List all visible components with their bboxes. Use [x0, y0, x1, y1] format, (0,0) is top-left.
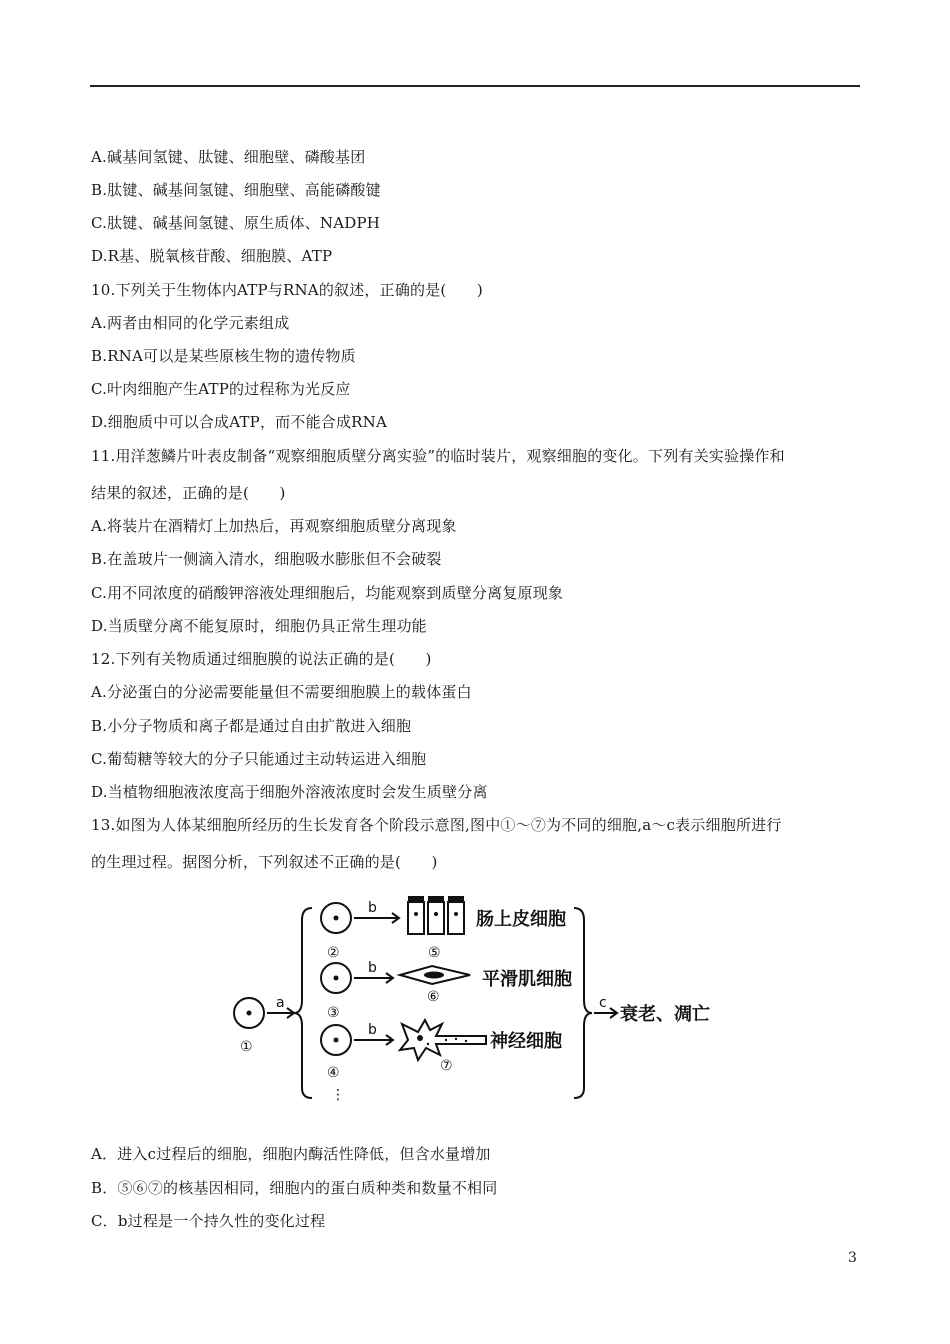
option-line: A.两者由相同的化学元素组成	[91, 314, 290, 332]
option-line: C.用不同浓度的硝酸钾溶液处理细胞后，均能观察到质壁分离复原现象	[91, 584, 564, 602]
left-brace	[294, 908, 312, 1098]
option-line: D.细胞质中可以合成ATP，而不能合成RNA	[91, 413, 388, 431]
cell-name-7: 神经细胞	[490, 1031, 562, 1052]
cell-name-6: 平滑肌细胞	[482, 969, 572, 990]
page-number: 3	[848, 1250, 857, 1266]
cell-label-7: ⑦	[440, 1058, 453, 1074]
cell-label-4: ④	[327, 1065, 340, 1081]
cell-label-6: ⑥	[427, 989, 440, 1005]
question-13-stem: 13.如图为人体某细胞所经历的生长发育各个阶段示意图,图中①～⑦为不同的细胞,a～c表示细胞所进行	[91, 816, 782, 834]
question-13-stem-cont: 的生理过程。据图分析，下列叙述不正确的是( )	[91, 853, 438, 871]
ellipsis: ⋮	[331, 1087, 345, 1103]
option-line: C.叶肉细胞产生ATP的过程称为光反应	[91, 380, 351, 398]
process-c-label: c	[599, 995, 607, 1011]
cell-label-1: ①	[240, 1039, 253, 1055]
option-line: B.小分子物质和离子都是通过自由扩散进入细胞	[91, 717, 412, 735]
question-11-stem: 11.用洋葱鳞片叶表皮制备“观察细胞质壁分离实验”的临时装片，观察细胞的变化。下列有关实验操作和	[91, 447, 785, 465]
question-11-stem-cont: 结果的叙述，正确的是( )	[91, 484, 286, 502]
option-line: A.将装片在酒精灯上加热后，再观察细胞质壁分离现象	[91, 517, 457, 535]
question-12-stem: 12.下列有关物质通过细胞膜的说法正确的是( )	[91, 650, 432, 668]
option-line: A.分泌蛋白的分泌需要能量但不需要细胞膜上的载体蛋白	[91, 683, 472, 701]
option-line: C.肽键、碱基间氢键、原生质体、NADPH	[91, 214, 381, 232]
option-line: D.R基、脱氧核苷酸、细胞膜、ATP	[91, 247, 333, 265]
option-line: D.当质壁分离不能复原时，细胞仍具正常生理功能	[91, 617, 427, 635]
option-line: C.葡萄糖等较大的分子只能通过主动转运进入细胞	[91, 750, 427, 768]
cell-label-5: ⑤	[428, 945, 441, 961]
process-b-label: b	[368, 900, 377, 916]
process-b-label: b	[368, 960, 377, 976]
question-10-stem: 10.下列关于生物体内ATP与RNA的叙述，正确的是( )	[91, 281, 483, 299]
cell-label-3: ③	[327, 1005, 340, 1021]
outcome-label: 衰老、凋亡	[620, 1004, 710, 1025]
right-brace	[574, 908, 592, 1098]
option-line: C．b过程是一个持久性的变化过程	[91, 1212, 326, 1230]
option-line: A.碱基间氢键、肽键、细胞壁、磷酸基团	[91, 148, 366, 166]
process-a-label: a	[276, 995, 285, 1011]
option-line: B.在盖玻片一侧滴入清水，细胞吸水膨胀但不会破裂	[91, 550, 442, 568]
process-b-label: b	[368, 1022, 377, 1038]
option-line: B．⑤⑥⑦的核基因相同，细胞内的蛋白质种类和数量不相同	[91, 1179, 498, 1197]
cell-name-5: 肠上皮细胞	[476, 909, 566, 930]
option-line: B.肽键、碱基间氢键、细胞壁、高能磷酸键	[91, 181, 381, 199]
option-line: B.RNA可以是某些原核生物的遗传物质	[91, 347, 356, 365]
cell-label-2: ②	[327, 945, 340, 961]
option-line: A．进入c过程后的细胞，细胞内酶活性降低，但含水量增加	[91, 1145, 491, 1163]
option-line: D.当植物细胞液浓度高于细胞外溶液浓度时会发生质壁分离	[91, 783, 488, 801]
